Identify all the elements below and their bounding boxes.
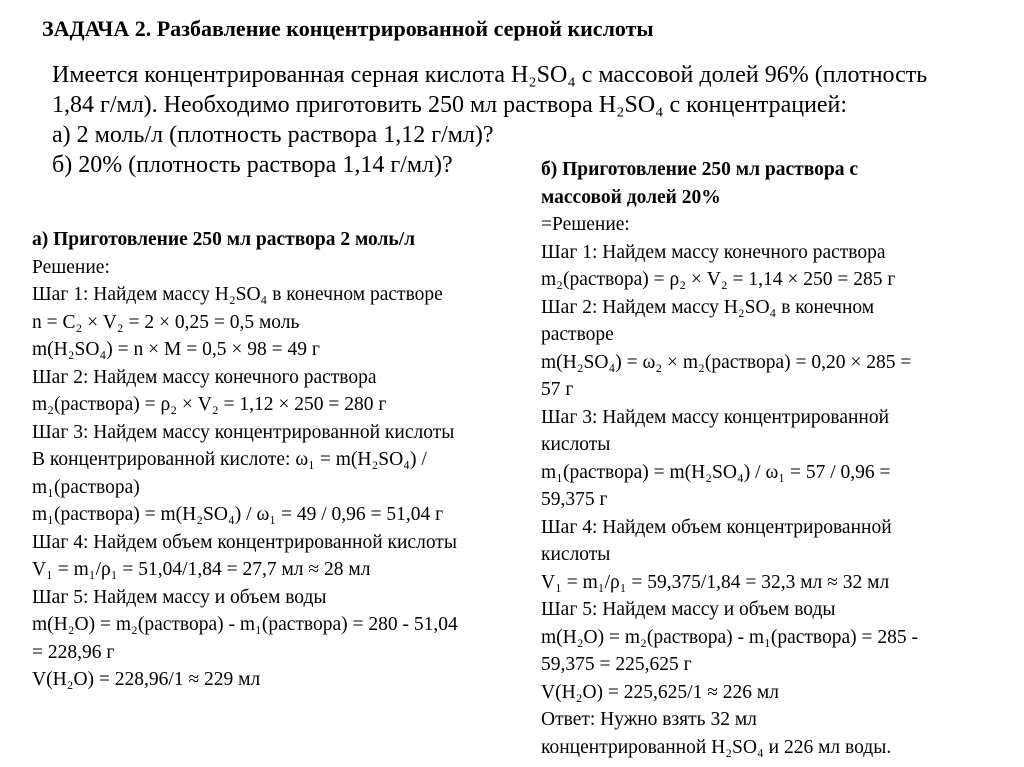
solution-line: V₁ = m₁/ρ₁ = 59,375/1,84 = 32,3 мл ≈ 32 мл [541,571,890,593]
solution-line: Шаг 5: Найдем массу и объем воды [541,599,836,620]
solution-line: Шаг 4: Найдем объем концентрированной кислоты [32,531,457,553]
solution-line: m(H₂SO₄) = n × M = 0,5 × 98 = 49 г [32,339,320,360]
solution-line: Шаг 1: Найдем массу H₂SO₄ в конечном растворе [32,284,443,305]
solution-line: n = C₂ × V₂ = 2 × 0,25 = 0,5 моль [32,311,300,333]
solution-line: m(H₂O) = m₂(раствора) - m₁(раствора) = 285 - [541,626,919,648]
solution-line: m₁(раствора) = m(H₂SO₄) / ω₁ = 57 / 0,96 = [541,461,891,483]
solution-part-a [32,226,522,694]
solution-line: V(H₂O) = 228,96/1 ≈ 229 мл [32,669,261,690]
solution-line: Шаг 1: Найдем массу конечного раствора [541,241,886,263]
problem-line: 1,84 г/мл). Необходимо приготовить 250 мл раствора H₂SO₄ с концентрацией: [52,92,848,118]
solution-line: m(H₂O) = m₂(раствора) - m₁(раствора) = 280 - 51,04 [32,614,458,635]
solution-line: кислоты [541,434,611,455]
problem-line: Имеется концентрированная серная кислота H₂SO₄ с массовой долей 96% (плотность [52,62,928,88]
solution-line: m₂(раствора) = ρ₂ × V₂ = 1,14 × 250 = 285 г [541,269,896,290]
solution-line: Шаг 4: Найдем объем концентрированной [541,516,892,538]
solution-line: =Решение: [541,214,630,235]
solution-line: Шаг 3: Найдем массу концентрированной кислоты [32,421,455,443]
solution-part-b [541,156,991,761]
part-b-heading: б) Приготовление 250 мл раствора с [541,159,859,180]
solution-line: Решение: [32,256,110,278]
solution-line: m₁(раствора) = m(H₂SO₄) / ω₁ = 49 / 0,96 = 51,04 г [32,504,444,525]
solution-line: Шаг 2: Найдем массу конечного раствора [32,366,377,388]
solution-line: 57 г [541,379,574,400]
solution-line: кислоты [541,544,611,565]
solution-line: В концентрированной кислоте: ω₁ = m(H₂SO₄) / [32,449,427,470]
solution-line: 59,375 г [541,489,608,510]
solution-line: Шаг 3: Найдем массу концентрированной [541,406,890,428]
part-b-heading: массовой долей 20% [541,186,721,208]
solution-line: Шаг 2: Найдем массу H₂SO₄ в конечном [541,296,875,318]
solution-line: Шаг 5: Найдем массу и объем воды [32,586,327,608]
solution-line: V(H₂O) = 225,625/1 ≈ 226 мл [541,681,779,703]
solution-line: 59,375 = 225,625 г [541,654,692,675]
answer-line: концентрированной H₂SO₄ и 226 мл воды. [541,736,892,758]
solution-line: = 228,96 г [32,641,115,663]
answer-line: Ответ: Нужно взять 32 мл [541,709,757,730]
solution-line: m₁(раствора) [32,476,140,498]
problem-line: б) 20% (плотность раствора 1,14 г/мл)? [52,152,453,178]
solution-line: m₂(раствора) = ρ₂ × V₂ = 1,12 × 250 = 280 г [32,394,387,415]
part-a-heading: а) Приготовление 250 мл раствора 2 моль/л [32,229,416,250]
solution-line: V₁ = m₁/ρ₁ = 51,04/1,84 = 27,7 мл ≈ 28 мл [32,559,371,580]
solution-line: m(H₂SO₄) = ω₂ × m₂(раствора) = 0,20 × 285 = [541,351,912,373]
problem-line: а) 2 моль/л (плотность раствора 1,12 г/мл)? [52,122,494,148]
page-title: ЗАДАЧА 2. Разбавление концентрированной серной кислоты [42,16,654,41]
solution-line: растворе [541,324,614,345]
